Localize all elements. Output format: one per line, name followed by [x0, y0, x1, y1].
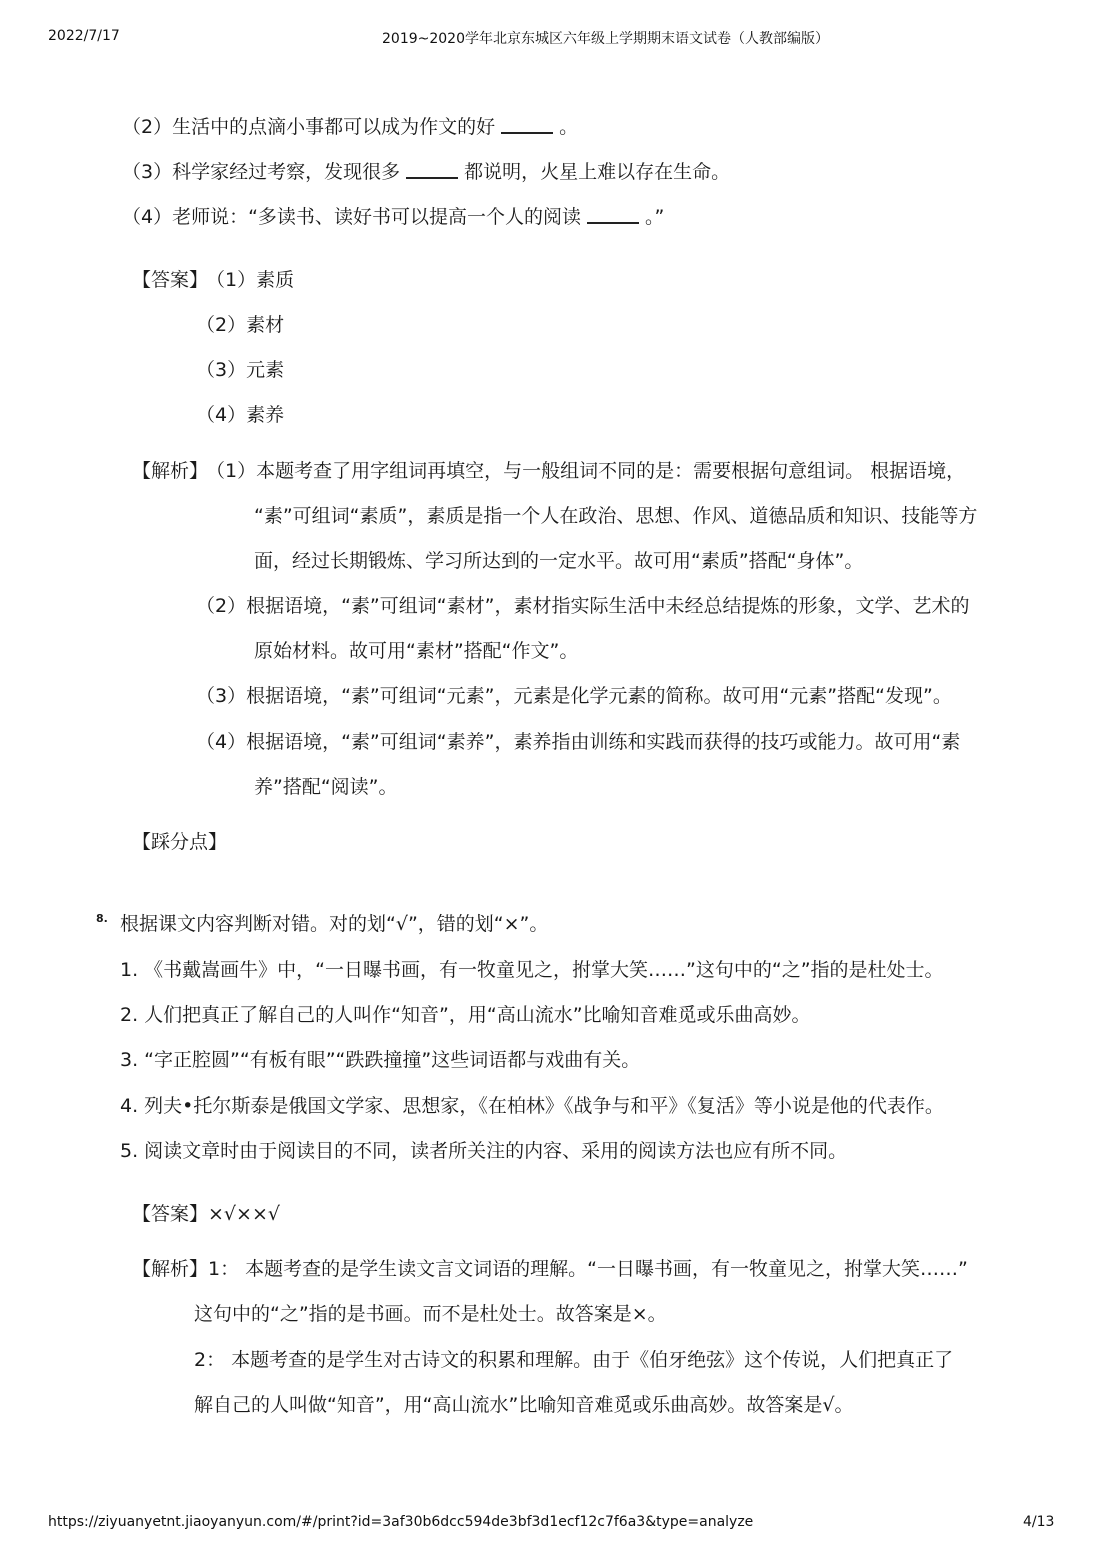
answer-num: （1）: [206, 269, 257, 291]
q8-analysis-line-2: 这句中的“之”指的是书画。而不是杜处士。故答案是×。: [194, 1303, 667, 1325]
q7-item-num: （3）: [122, 161, 173, 183]
header-date: 2022/7/17: [48, 28, 120, 44]
analysis-num: （2）: [196, 595, 247, 617]
q8-analysis-line-4: 解自己的人叫做“知音”，用“高山流水”比喻知音难觅或乐曲高妙。故答案是√。: [194, 1394, 854, 1416]
answer-text: 素材: [246, 314, 285, 336]
q8-answer: [132, 1199, 280, 1229]
fill-blank: [406, 159, 458, 179]
analysis-num: （3）: [196, 685, 247, 707]
analysis-num: （1）: [206, 460, 257, 482]
fill-blank: [501, 114, 553, 134]
q8-analysis-label: 【解析】: [132, 1258, 209, 1280]
analysis-text: 本题考查了用字组词再填空，与一般组词不同的是：需要根据句意组词。 根据语境，: [256, 460, 966, 482]
q8-item-3: 3. “字正腔圆”“有板有眼”“跌跌撞撞”这些词语都与戏曲有关。: [120, 1049, 641, 1071]
q8-analysis-line-1: [132, 1254, 968, 1284]
analysis-text: 根据语境，“素”可组词“素材”，素材指实际生活中未经总结提炼的形象，文学、艺术的: [246, 595, 970, 617]
q7-answer-label: 【答案】: [132, 269, 209, 291]
analysis-text: 1： 本题考查的是学生读文言文词语的理解。“一日曝书画，有一牧童见之，拊掌大笑……”: [208, 1258, 968, 1280]
answer-text: 元素: [246, 359, 285, 381]
answer-num: （2）: [196, 314, 247, 336]
q8-answer-text: ×√××√: [208, 1203, 280, 1225]
header-title: 2019~2020学年北京东城区六年级上学期期末语文试卷（人教部编版）: [382, 31, 829, 47]
analysis-text: 根据语境，“素”可组词“元素”，元素是化学元素的简称。故可用“元素”搭配“发现”。: [246, 685, 952, 707]
q7-item-num: （4）: [122, 206, 173, 228]
q7-points-label: 【踩分点】: [132, 831, 228, 853]
q8-item-5: 5. 阅读文章时由于阅读目的不同，读者所关注的内容、采用的阅读方法也应有所不同。: [120, 1140, 848, 1162]
q7-item-3: [122, 157, 730, 187]
q7-analysis-3-line-1: [196, 681, 952, 711]
fill-blank: [587, 204, 639, 224]
q7-item-text: 老师说：“多读书、读好书可以提高一个人的阅读: [172, 206, 581, 228]
q7-answer-1: [206, 265, 294, 295]
q7-answer-3: [196, 355, 284, 385]
answer-text: 素质: [256, 269, 295, 291]
q7-item-text: 都说明，火星上难以存在生命。: [464, 161, 731, 183]
q7-item-4: [122, 202, 664, 232]
footer-page-number: 4/13: [1023, 1514, 1055, 1530]
question-number: 8.: [96, 912, 108, 925]
q7-analysis-2-line-1: [196, 591, 969, 621]
q7-answer-2: [196, 310, 284, 340]
q7-analysis-label: 【解析】: [132, 460, 209, 482]
q8-answer-label: 【答案】: [132, 1203, 209, 1225]
q8-stem: 根据课文内容判断对错。对的划“√”，错的划“×”。: [120, 913, 549, 935]
q7-analysis-1-line-3: 面，经过长期锻炼、学习所达到的一定水平。故可用“素质”搭配“身体”。: [254, 550, 864, 572]
answer-num: （3）: [196, 359, 247, 381]
q7-analysis-4-line-1: [196, 727, 960, 757]
q7-analysis-4-line-2: 养”搭配“阅读”。: [254, 776, 398, 798]
answer-text: 素养: [246, 404, 285, 426]
q7-item-text: 生活中的点滴小事都可以成为作文的好: [172, 116, 496, 138]
q7-analysis-1-line-2: “素”可组词“素质”，素质是指一个人在政治、思想、作风、道德品质和知识、技能等方: [254, 505, 978, 527]
analysis-text: 根据语境，“素”可组词“素养”，素养指由训练和实践而获得的技巧或能力。故可用“素: [246, 731, 961, 753]
footer-url: https://ziyuanyetnt.jiaoyanyun.com/#/print?id=3af30b6dcc594de3bf3d1ecf12c7f6a3&type=analyze: [48, 1514, 754, 1530]
q8-item-1: 1. 《书戴嵩画牛》中，“一日曝书画，有一牧童见之，拊掌大笑……”这句中的“之”指的是杜处士。: [120, 959, 944, 981]
q7-analysis-2-line-2: 原始材料。故可用“素材”搭配“作文”。: [254, 640, 579, 662]
q8-analysis-line-3: 2： 本题考查的是学生对古诗文的积累和理解。由于《伯牙绝弦》这个传说，人们把真正了: [194, 1349, 954, 1371]
q7-answer-4: [196, 400, 284, 430]
q7-item-2: [122, 112, 578, 142]
q8-item-4: 4. 列夫•托尔斯泰是俄国文学家、思想家，《在柏林》《战争与和平》《复活》等小说是他的代表作。: [120, 1095, 944, 1117]
q7-item-num: （2）: [122, 116, 173, 138]
q8-item-2: 2. 人们把真正了解自己的人叫作“知音”，用“高山流水”比喻知音难觅或乐曲高妙。: [120, 1004, 811, 1026]
q7-item-text: 科学家经过考察，发现很多: [172, 161, 401, 183]
q7-item-text: 。: [559, 116, 579, 138]
q7-item-text: 。”: [644, 206, 665, 228]
analysis-num: （4）: [196, 731, 247, 753]
q7-analysis-1-line-1: [206, 456, 965, 486]
answer-num: （4）: [196, 404, 247, 426]
